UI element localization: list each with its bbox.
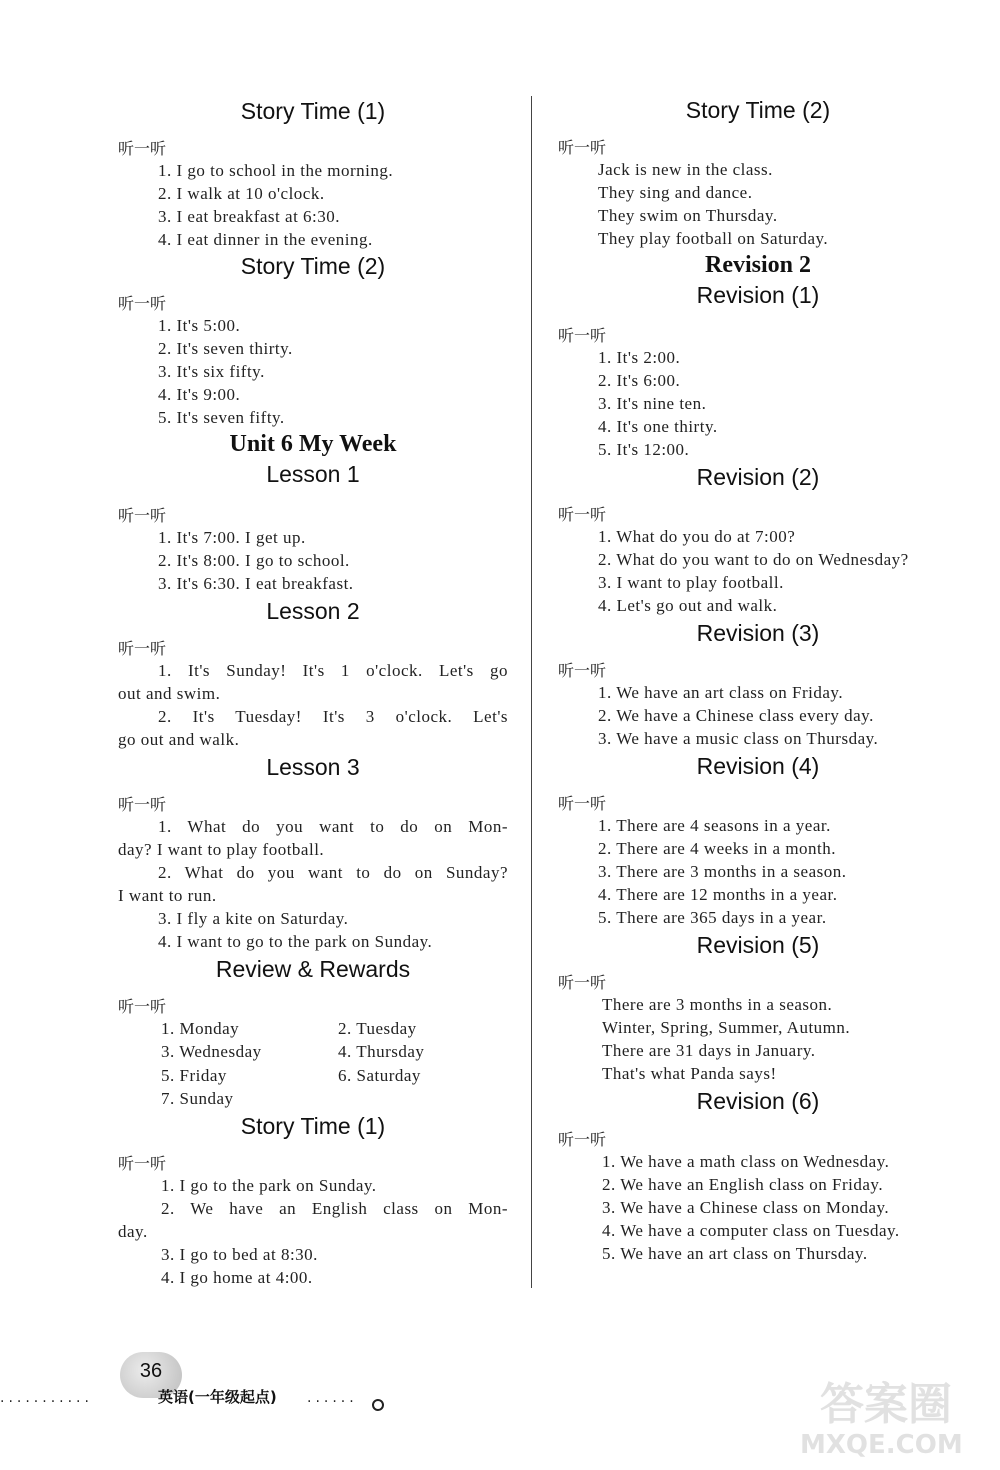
text-line: 2. We have a Chinese class every day. — [598, 706, 874, 725]
day-item: 6. Saturday — [338, 1066, 421, 1085]
text-line: 4. We have a computer class on Tuesday. — [602, 1221, 900, 1240]
section-title: Lesson 3 — [266, 754, 360, 780]
listen-label: 听一听 — [558, 794, 607, 813]
text-line: 3. It's six fifty. — [158, 362, 265, 381]
text-line: 3. It's 6:30. I eat breakfast. — [158, 574, 354, 593]
section-title: Lesson 1 — [266, 461, 360, 487]
footer-dots: ...... — [307, 1390, 358, 1406]
text-line: 2. What do you want to do on Sunday? — [158, 863, 508, 882]
section-title: Revision (1) — [696, 282, 820, 308]
section-title: Revision (6) — [696, 1088, 820, 1114]
text-line: 3. There are 3 months in a season. — [598, 862, 847, 881]
watermark — [800, 1368, 1000, 1468]
section-title: Revision (5) — [696, 932, 820, 958]
subject-label: 英语(一年级起点) — [158, 1388, 277, 1406]
text-line: 5. It's seven fifty. — [158, 408, 285, 427]
text-line: 4. I go home at 4:00. — [161, 1268, 313, 1287]
text-line: 2. I walk at 10 o'clock. — [158, 184, 325, 203]
text-line: 2. It's 8:00. I go to school. — [158, 551, 350, 570]
listen-label: 听一听 — [118, 639, 167, 658]
text-line: 1. It's 5:00. — [158, 316, 241, 335]
revision-title: Revision 2 — [704, 252, 811, 278]
text-line: 4. It's one thirty. — [598, 417, 718, 436]
text-line: 2. It's Tuesday! It's 3 o'clock. Let's — [158, 707, 508, 726]
text-line: 1. It's 2:00. — [598, 348, 681, 367]
section-title: Story Time (2) — [685, 97, 831, 123]
page-footer — [0, 1352, 420, 1412]
listen-label: 听一听 — [118, 997, 167, 1016]
text-line: day. — [118, 1222, 148, 1241]
text-line: 1. I go to school in the morning. — [158, 161, 394, 180]
listen-label: 听一听 — [558, 1130, 607, 1149]
text-line: 4. I eat dinner in the evening. — [158, 230, 373, 249]
text-line: 3. I want to play football. — [598, 573, 784, 592]
text-line: 1. What do you want to do on Mon- — [158, 817, 508, 836]
circle-icon — [372, 1399, 384, 1411]
text-line: 2. There are 4 weeks in a month. — [598, 839, 837, 858]
text-line: 1. I go to the park on Sunday. — [161, 1176, 377, 1195]
listen-label: 听一听 — [118, 1154, 167, 1173]
listen-label: 听一听 — [118, 139, 167, 158]
section-title: Review & Rewards — [215, 956, 411, 982]
section-title: Story Time (1) — [240, 98, 386, 124]
footer-dots: ........... — [0, 1390, 93, 1406]
text-line: 3. I go to bed at 8:30. — [161, 1245, 318, 1264]
watermark-url: MXQE.COM — [800, 1430, 963, 1460]
section-title: Lesson 2 — [266, 598, 360, 624]
text-line: Winter, Spring, Summer, Autumn. — [602, 1018, 851, 1037]
text-line: day? I want to play football. — [118, 840, 325, 859]
text-line: 2. We have an English class on Friday. — [602, 1175, 884, 1194]
listen-label: 听一听 — [558, 661, 607, 680]
column-divider — [531, 96, 532, 1288]
section-title: Revision (2) — [696, 464, 820, 490]
listen-label: 听一听 — [118, 506, 167, 525]
page-number: 36 — [139, 1360, 163, 1382]
listen-label: 听一听 — [558, 505, 607, 524]
text-line: 5. It's 12:00. — [598, 440, 690, 459]
text-line: 3. I eat breakfast at 6:30. — [158, 207, 341, 226]
text-line: 4. There are 12 months in a year. — [598, 885, 838, 904]
listen-label: 听一听 — [118, 795, 167, 814]
day-item: 2. Tuesday — [338, 1019, 417, 1038]
text-line: 3. We have a Chinese class on Monday. — [602, 1198, 890, 1217]
text-line: Jack is new in the class. — [598, 160, 773, 179]
text-line: 1. We have a math class on Wednesday. — [602, 1152, 890, 1171]
text-line: 1. What do you do at 7:00? — [598, 527, 796, 546]
text-line: out and swim. — [118, 684, 221, 703]
day-item: 1. Monday — [161, 1019, 240, 1038]
text-line: That's what Panda says! — [602, 1064, 777, 1083]
section-title: Revision (3) — [696, 620, 820, 646]
text-line: 3. I fly a kite on Saturday. — [158, 909, 349, 928]
text-line: There are 31 days in January. — [602, 1041, 816, 1060]
text-line: 5. There are 365 days in a year. — [598, 908, 827, 927]
day-item: 7. Sunday — [161, 1089, 234, 1108]
text-line: 1. There are 4 seasons in a year. — [598, 816, 831, 835]
text-line: 3. We have a music class on Thursday. — [598, 729, 879, 748]
day-item: 3. Wednesday — [161, 1042, 262, 1061]
text-line: 4. It's 9:00. — [158, 385, 241, 404]
listen-label: 听一听 — [558, 326, 607, 345]
text-line: go out and walk. — [118, 730, 240, 749]
text-line: 1. We have an art class on Friday. — [598, 683, 844, 702]
listen-label: 听一听 — [558, 138, 607, 157]
text-line: 5. We have an art class on Thursday. — [602, 1244, 868, 1263]
text-line: 4. I want to go to the park on Sunday. — [158, 932, 433, 951]
text-line: 2. It's 6:00. — [598, 371, 681, 390]
section-title: Story Time (1) — [240, 1113, 386, 1139]
section-title: Revision (4) — [696, 753, 820, 779]
listen-label: 听一听 — [558, 973, 607, 992]
text-line: They sing and dance. — [598, 183, 753, 202]
listen-label: 听一听 — [118, 294, 167, 313]
text-line: 2. It's seven thirty. — [158, 339, 293, 358]
text-line: They swim on Thursday. — [598, 206, 778, 225]
text-line: 2. What do you want to do on Wednesday? — [598, 550, 909, 569]
watermark-logo: 答案圈 — [820, 1379, 952, 1430]
text-line: 4. Let's go out and walk. — [598, 596, 778, 615]
day-item: 5. Friday — [161, 1066, 227, 1085]
text-line: 3. It's nine ten. — [598, 394, 707, 413]
text-line: I want to run. — [118, 886, 217, 905]
text-line: 1. It's Sunday! It's 1 o'clock. Let's go — [158, 661, 508, 680]
text-line: They play football on Saturday. — [598, 229, 829, 248]
section-title: Story Time (2) — [240, 253, 386, 279]
text-line: There are 3 months in a season. — [602, 995, 833, 1014]
unit-title: Unit 6 My Week — [229, 431, 397, 457]
day-item: 4. Thursday — [338, 1042, 425, 1061]
text-line: 2. We have an English class on Mon- — [161, 1199, 508, 1218]
text-line: 1. It's 7:00. I get up. — [158, 528, 306, 547]
